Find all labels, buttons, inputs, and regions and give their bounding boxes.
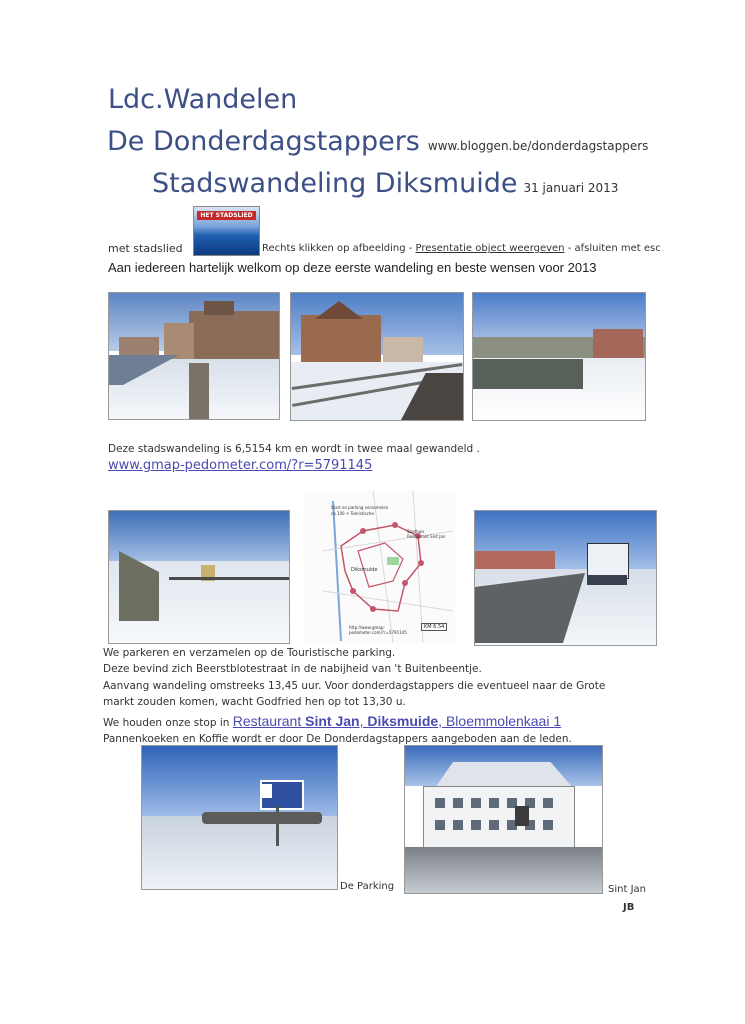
instruction-start: Rechts klikken op afbeelding - (262, 243, 416, 254)
welcome-text: Aan iedereen hartelijk welkom op deze eerste wandeling en beste wensen voor 2013 (108, 260, 597, 275)
author-initials: JB (623, 902, 635, 913)
photo-station-tracks (290, 292, 464, 421)
route-map (303, 491, 455, 643)
title-line-2 (107, 126, 648, 157)
info-stop-line (103, 713, 561, 729)
stop-restaurant-link[interactable] (233, 713, 561, 729)
photo-railway-platform (474, 510, 657, 646)
stop-city: Diksmuide (367, 713, 439, 729)
map-center-label: Diksmuide (351, 567, 378, 573)
photo-wide-field (472, 292, 646, 421)
pedometer-link[interactable]: www.gmap-pedometer.com/?r=5791145 (108, 458, 373, 473)
title-donderdagstappers: De Donderdagstappers (107, 126, 420, 157)
stop-sep-2: , (438, 713, 446, 729)
caption-parking: De Parking (340, 881, 395, 892)
map-note-start-2: ca 100 + Toeristische (331, 511, 374, 516)
title-stadswandeling: Stadswandeling Diksmuide (152, 168, 518, 199)
photo-parking-field (108, 510, 290, 644)
title-line-3 (152, 168, 618, 199)
photo-parking (141, 745, 338, 890)
stop-prefix: We houden onze stop in (103, 717, 233, 729)
info-line-6: Pannenkoeken en Koffie wordt er door De Donderdagstappers aangeboden aan de leden. (103, 733, 572, 745)
info-line-4: markt zouden komen, wacht Godfried hen op tot 13,30 u. (103, 696, 406, 708)
info-line-3: Aanvang wandeling omstreeks 13,45 uur. Voor donderdagstappers die eventueel naar de Grote (103, 680, 606, 692)
stadslied-image-label: HET STADSLIED (197, 211, 256, 220)
map-note-url: http://www.gmap-pedometer.com/?r=5791145 (349, 625, 407, 635)
map-km-badge: KM 6.54 (421, 623, 447, 631)
stadslied-prefix: met stadslied (108, 242, 183, 255)
stop-address: Bloemmolenkaai 1 (445, 713, 562, 729)
walk-date: 31 januari 2013 (523, 181, 619, 195)
blog-url[interactable]: www.bloggen.be/donderdagstappers (427, 139, 649, 153)
route-map-svg (303, 491, 455, 643)
stop-sep-1: , (359, 713, 368, 729)
stadslied-instruction (262, 243, 661, 254)
title-line-1: Ldc.Wandelen (108, 84, 298, 115)
map-note-start: Start en parking verzamelen (331, 505, 389, 510)
presentation-link[interactable]: Presentatie object weergeven (415, 243, 565, 254)
stop-restaurant-name: Sint Jan (305, 713, 360, 729)
map-note-sint-jan: Stadhuis Restaurant Sint Jan (407, 529, 446, 539)
stop-restaurant-word: Restaurant (232, 713, 306, 729)
stadslied-presentation-image[interactable] (193, 206, 260, 256)
info-line-1: We parkeren en verzamelen op de Touristische parking. (103, 647, 396, 659)
instruction-end: - afsluiten met esc (564, 243, 661, 254)
info-line-2: Deze bevind zich Beerstblotestraat in de nabijheid van 't Buitenbeentje. (103, 663, 482, 675)
photo-street-snow (108, 292, 280, 420)
route-distance-text: Deze stadswandeling is 6,5154 km en wordt in twee maal gewandeld . (108, 443, 480, 455)
caption-sint-jan: Sint Jan (608, 884, 646, 895)
photo-sint-jan (404, 745, 603, 894)
